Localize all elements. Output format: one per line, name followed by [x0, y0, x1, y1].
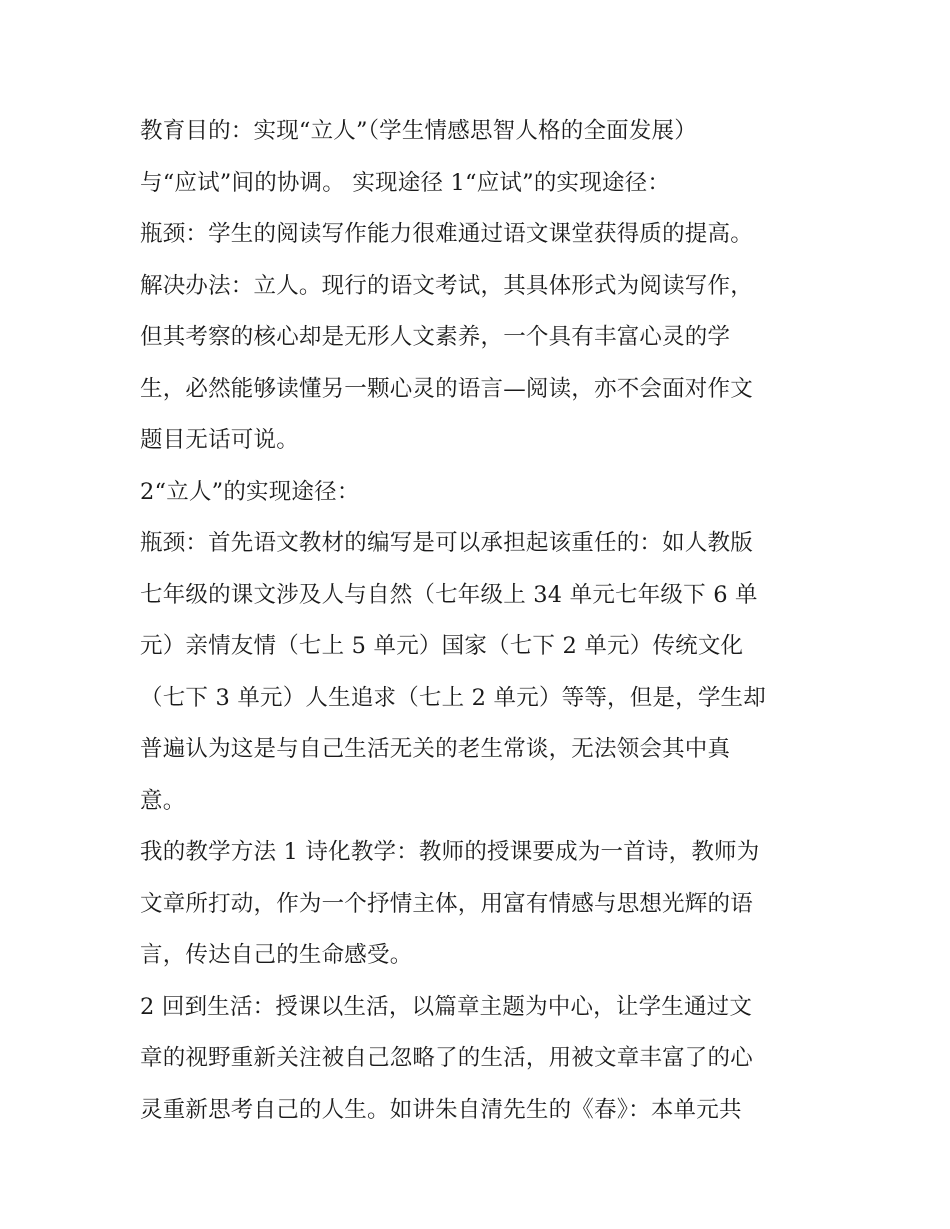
text-line-20: 灵重新思考自己的人生。如讲朱自清先生的《春》：本单元共 [140, 1096, 742, 1123]
text-line-19: 章的视野重新关注被自己忽略了的生活，用被文章丰富了的心 [140, 1045, 753, 1071]
text-line-12: （七下 3 单元）人生追求（七上 2 单元）等等，但是，学生却 [140, 684, 766, 711]
text-line-1: 教育目的：实现“立人”（学生情感思智人格的全面发展） [140, 118, 697, 144]
text-line-3: 瓶颈：学生的阅读写作能力很难通过语文课堂获得质的提高。 [140, 221, 753, 247]
text-line-15: 我的教学方法 1 诗化教学：教师的授课要成为一首诗，教师为 [140, 839, 760, 865]
text-line-13: 普遍认为这是与自己生活无关的老生常谈，无法领会其中真 [140, 736, 731, 762]
text-line-4: 解决办法：立人。现行的语文考试，其具体形式为阅读写作， [140, 272, 753, 299]
text-line-14: 意。 [140, 787, 186, 814]
text-line-11: 元）亲情友情（七上 5 单元）国家（七下 2 单元）传统文化 [140, 633, 744, 659]
text-line-5: 但其考察的核心却是无形人文素养，一个具有丰富心灵的学 [140, 324, 731, 350]
text-line-17: 言，传达自己的生命感受。 [140, 942, 413, 968]
text-line-7: 题目无话可说。 [140, 427, 299, 453]
text-line-18: 2 回到生活：授课以生活，以篇章主题为中心，让学生通过文 [140, 993, 753, 1020]
text-line-6: 生，必然能够读懂另一颗心灵的语言—阅读，亦不会面对作文 [140, 375, 753, 402]
text-line-16: 文章所打动，作为一个抒情主体，用富有情感与思想光辉的语 [140, 890, 753, 917]
text-line-8: 2“立人”的实现途径： [140, 478, 360, 505]
text-line-10: 七年级的课文涉及人与自然（七年级上 34 单元七年级下 6 单 [140, 581, 758, 608]
text-line-9: 瓶颈：首先语文教材的编写是可以承担起该重任的：如人教版 [140, 530, 753, 556]
document-page [140, 108, 820, 1138]
text-line-2: 与“应试”间的协调。 实现途径 1“应试”的实现途径： [140, 169, 671, 196]
